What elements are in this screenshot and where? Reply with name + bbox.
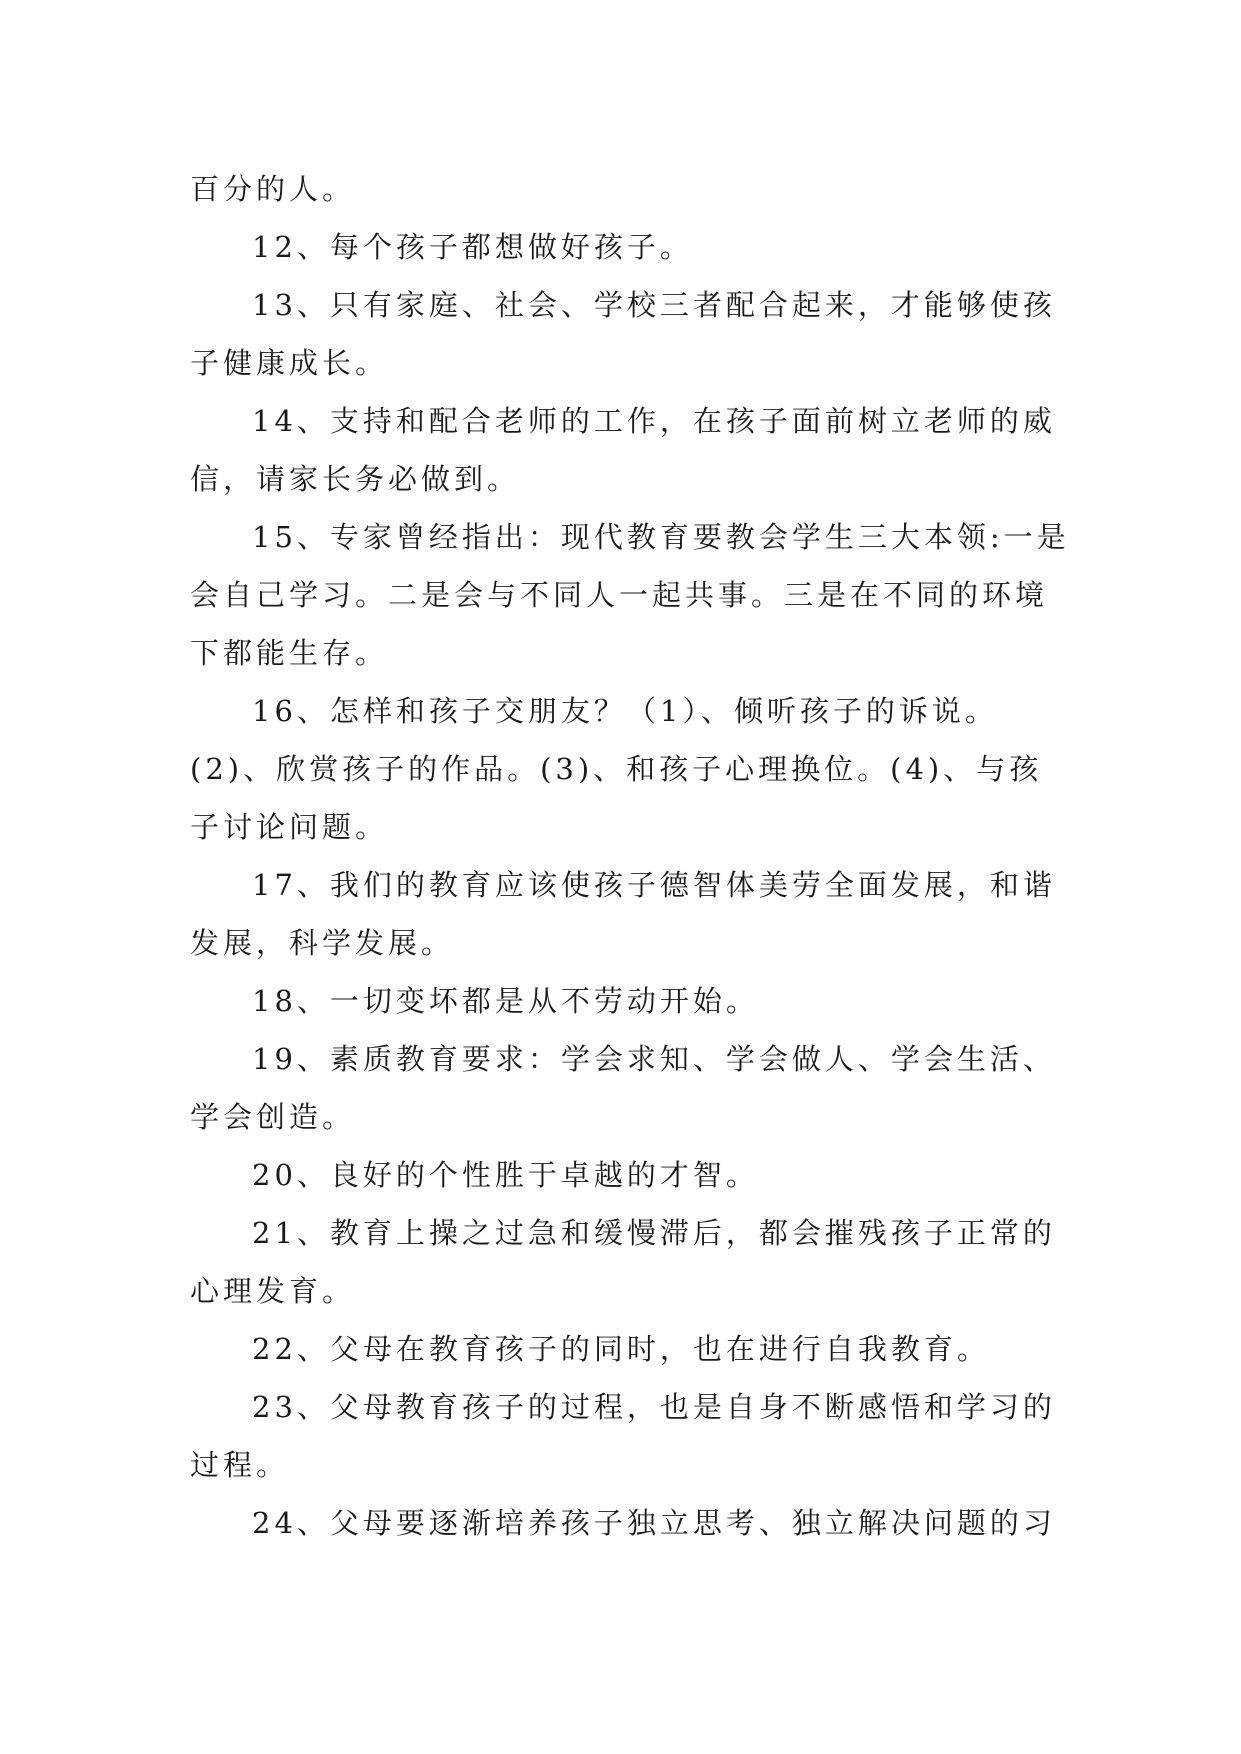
paragraph-24: 24、父母要逐渐培养孩子独立思考、独立解决问题的习 [252, 1506, 1056, 1540]
paragraph-17: 17、我们的教育应该使孩子德智体美劳全面发展，和谐发展，科学发展。 [190, 868, 1056, 960]
paragraph-22: 22、父母在教育孩子的同时，也在进行自我教育。 [252, 1332, 990, 1366]
paragraph-15: 15、专家曾经指出：现代教育要教会学生三大本领:一是会自己学习。二是会与不同人一起共事。三是在不同的环境下都能生存。 [190, 520, 1070, 670]
paragraph-21: 21、教育上操之过急和缓慢滞后，都会摧残孩子正常的心理发育。 [190, 1216, 1056, 1308]
paragraph-20: 20、良好的个性胜于卓越的才智。 [252, 1158, 759, 1192]
paragraph-16: 16、怎样和孩子交朋友？（1）、倾听孩子的诉说。(2)、欣赏孩子的作品。(3)、和孩子心理换位。(4)、与孩子讨论问题。 [190, 694, 1043, 844]
paragraph-14: 14、支持和配合老师的工作，在孩子面前树立老师的威信，请家长务必做到。 [190, 404, 1056, 496]
paragraph-18: 18、一切变坏都是从不劳动开始。 [252, 984, 759, 1018]
paragraph-19: 19、素质教育要求：学会求知、学会做人、学会生活、学会创造。 [190, 1042, 1056, 1134]
paragraph-12: 12、每个孩子都想做好孩子。 [252, 230, 693, 264]
paragraph-23: 23、父母教育孩子的过程，也是自身不断感悟和学习的过程。 [190, 1390, 1056, 1482]
paragraph-11-continuation: 百分的人。 [190, 172, 356, 206]
paragraph-13: 13、只有家庭、社会、学校三者配合起来，才能够使孩子健康成长。 [190, 288, 1056, 380]
body-text [190, 160, 1070, 1552]
